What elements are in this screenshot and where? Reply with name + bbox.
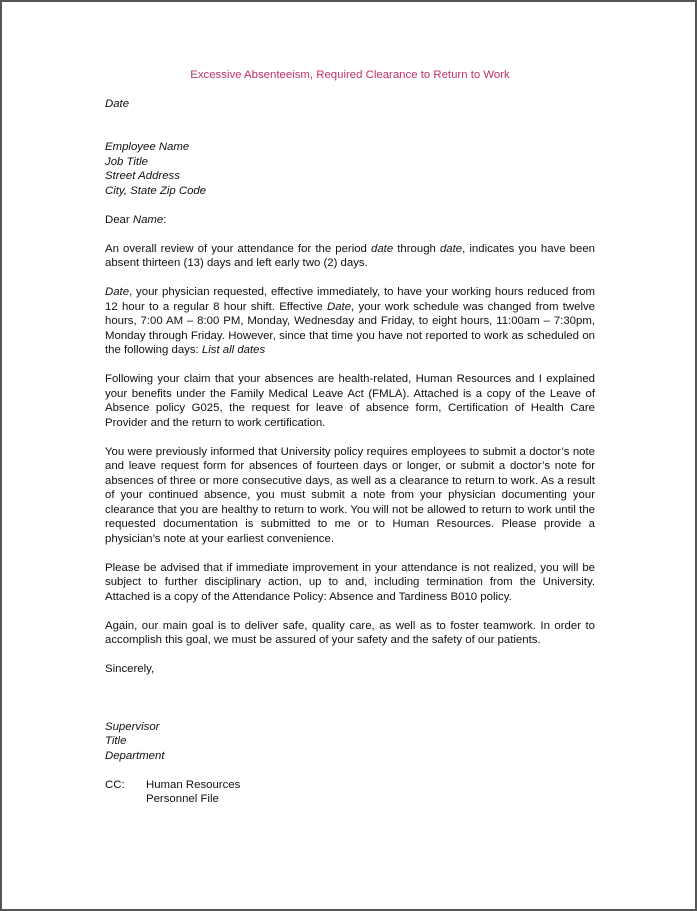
paragraph-main-goal: Again, our main goal is to deliver safe, quality care, as well as to foster teamwork. In order to accomplish this goal, we must be assured of your safety and the safety of our patients. (105, 619, 595, 646)
salutation-prefix: Dear (105, 213, 133, 226)
p2-text-d: , your work schedule was changed from twelve hours, 7:00 AM – 8:00 PM, Monday, Wednesday and Friday, to eight hours, 11:00am – 7:30pm, Monday through Friday. However, since that time you have not reported to work as scheduled on the following days: (105, 300, 596, 356)
recipient-job-title: Job Title (105, 155, 148, 168)
p1-date-start: date (370, 242, 394, 255)
p1-text-e: , indicates you have been absent thirteen (13) days and left early two (2) days. (105, 242, 596, 269)
letter-date: Date (105, 97, 130, 110)
paragraph-schedule-change (105, 285, 595, 358)
cc-recipient: Human Resources (146, 778, 241, 791)
signature-name: Supervisor (105, 720, 160, 733)
signature-department: Department (105, 749, 165, 762)
letter-body (105, 68, 595, 807)
recipient-street: Street Address (105, 170, 180, 182)
p1-text-c: through (393, 242, 440, 255)
recipient-city: City, State Zip Code (105, 184, 207, 197)
salutation (105, 213, 595, 228)
signature-title: Title (105, 735, 127, 747)
cc-recipients (146, 778, 240, 807)
paragraph-attendance-review (105, 242, 595, 271)
cc-block (105, 778, 595, 807)
p2-list-dates: List all dates (201, 344, 266, 356)
paragraph-fmla: Following your claim that your absences are health-related, Human Resources and I explained your benefits under the Family Medical Leave Act (FMLA). Attached is a copy of the Leave of Absence policy G025, the request for leave of absence form, Certification of Health Care Provider and the return to work certification. (105, 373, 595, 429)
p1-text-a: An overall review of your attendance for the period (105, 242, 371, 255)
p2-text-b: , your physician requested, effective immediately, to have your working hours reduced from 12 hour to a regular 8 hour shift. Effective (105, 286, 595, 313)
signature-space (105, 677, 595, 720)
paragraph-policy-requirements: You were previously informed that University policy requires employees to submit a doctor’s note and leave request form for absences of fourteen days or longer, or submit a doctor’s note for absences of three or more consecutive days, as well as a clearance to return to work. As a result of your continued absence, you must submit a note from your physician documenting your clearance that you are healthy to return to work. You will not be allowed to return to work until the requested documentation is submitted to me or to Human Resources. Please provide a physician’s note at your earliest convenience. (105, 445, 595, 545)
signature-block (105, 720, 595, 764)
recipient-name: Employee Name (105, 141, 190, 153)
salutation-suffix: : (163, 213, 167, 226)
p1-date-end: date (439, 242, 463, 255)
p2-date-2: Date (326, 300, 352, 313)
p2-date-1: Date (105, 286, 130, 298)
recipient-address (105, 140, 595, 198)
letter-title: Excessive Absenteeism, Required Clearance to Return to Work (190, 69, 510, 81)
salutation-name: Name (132, 213, 164, 226)
paragraph-disciplinary-warning: Please be advised that if immediate improvement in your attendance is not realized, you will be subject to further disciplinary action, up to and, including termination from the University. Attached is a copy of the Attendance Policy: Absence and Tardiness B010 policy. (105, 561, 595, 603)
closing: Sincerely, (105, 663, 155, 675)
cc-label: CC: (105, 778, 125, 791)
cc-recipient: Personnel File (146, 793, 219, 805)
